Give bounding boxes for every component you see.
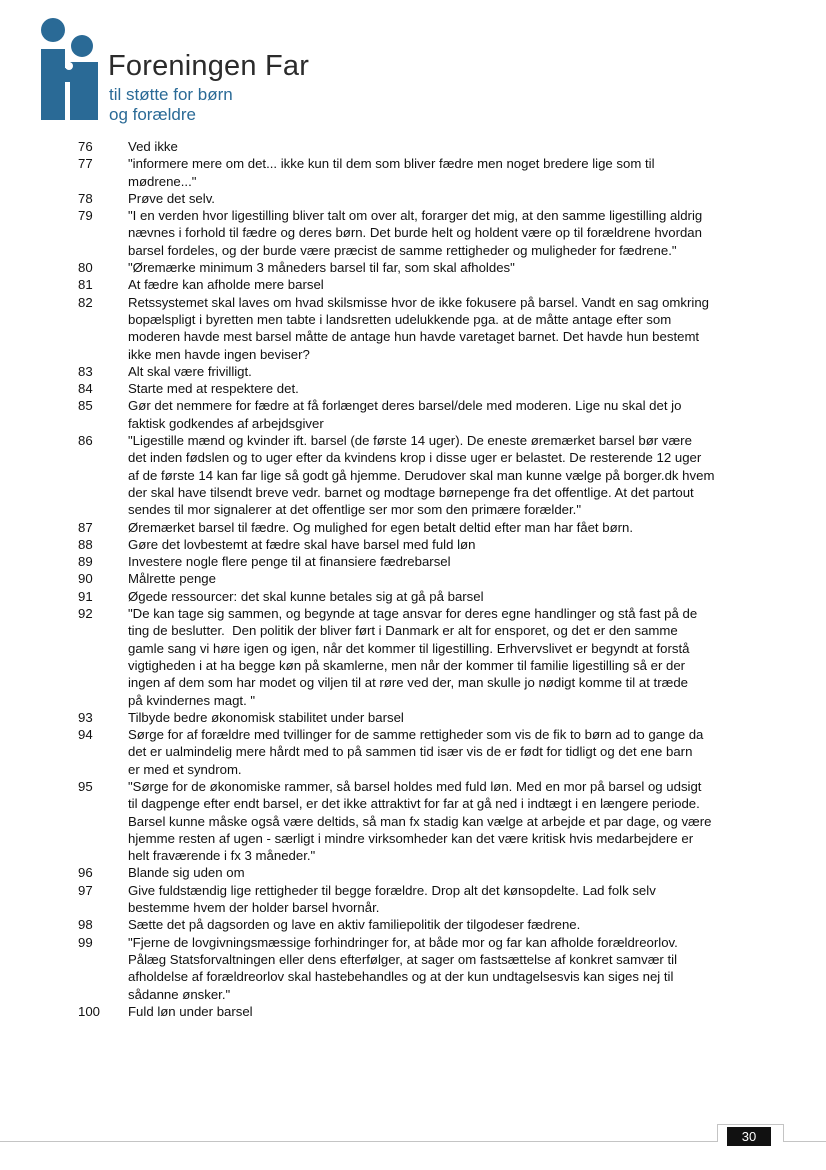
list-item <box>78 207 758 259</box>
list-item <box>78 432 758 518</box>
list-item <box>78 380 758 397</box>
item-number: 100 <box>78 1003 101 1019</box>
list-item <box>78 519 758 536</box>
item-text: "I en verden hvor ligestilling bliver talt om over alt, forarger det mig, at den samme ligestilling aldrig nævnes i forhold til fædre og deres børn. Det burde helt og holdent være op til forældrene hvordan barsel fordeles, og der burde være præcist de samme rettigheder og muligheder for fædrene." <box>128 208 703 258</box>
tagline-line-1: til støtte for børn <box>109 85 233 104</box>
list-item <box>78 294 758 363</box>
foreningen-far-logo-icon <box>38 16 102 120</box>
item-number: 84 <box>78 381 93 397</box>
item-text: Gør det nemmere for fædre at få forlænget deres barsel/dele med moderen. Lige nu skal det jo faktisk godkendes af arbejdsgiver <box>128 398 682 431</box>
item-number: 96 <box>78 865 93 881</box>
item-text: "Fjerne de lovgivningsmæssige forhindringer for, at både mor og far kan afholde forældreorlov. Pålæg Statsforvaltningen eller dens efterfølger, at sager om fastsættelse af konkret samvær til afholdelse af forældreorlov skal hastebehandles og at der kun undtagelsesvis kan siges nej til sådanne ønsker." <box>128 934 678 1002</box>
list-item <box>78 553 758 570</box>
item-text: Målrette penge <box>128 571 216 587</box>
item-number: 78 <box>78 190 93 206</box>
item-number: 79 <box>78 208 93 224</box>
item-text: Prøve det selv. <box>128 190 215 206</box>
organization-name: Foreningen Far <box>108 50 310 82</box>
item-text: Sørge for af forældre med tvillinger for de samme rettigheder som vis de fik to børn ad to gange da det er ualmindelig mere hårdt med to på sammen tid især vis de er født for tidligt og det ene barn er med et syndrom. <box>128 727 704 777</box>
item-number: 95 <box>78 778 93 794</box>
list-item <box>78 588 758 605</box>
list-item <box>78 155 758 190</box>
list-item <box>78 536 758 553</box>
item-number: 89 <box>78 554 93 570</box>
item-number: 91 <box>78 588 93 604</box>
list-item <box>78 916 758 933</box>
item-text: Fuld løn under barsel <box>128 1003 253 1019</box>
item-number: 86 <box>78 433 93 449</box>
item-number: 77 <box>78 156 93 172</box>
list-item <box>78 934 758 1003</box>
item-text: Starte med at respektere det. <box>128 381 299 397</box>
item-text: "Sørge for de økonomiske rammer, så barsel holdes med fuld løn. Med en mor på barsel og udsigt til dagpenge efter endt barsel, er det ikke attraktivt for far at gå ned i indtægt i en længere periode. Barsel kunne måske også være deltids, så man fx stadig kan vælge at arbejde et par dage, og være hjemme resten af ugen - særligt i mindre virksomheder kan det være kritisk hvis medarbejdere er helt fraværende i fx 3 måneder." <box>128 778 712 864</box>
response-list <box>78 138 758 1020</box>
list-item <box>78 882 758 917</box>
list-item <box>78 605 758 709</box>
page-number: 30 <box>727 1127 771 1146</box>
item-text: "Øremærke minimum 3 måneders barsel til far, som skal afholdes" <box>128 260 515 276</box>
item-number: 98 <box>78 917 93 933</box>
list-item <box>78 864 758 881</box>
list-item <box>78 363 758 380</box>
list-item <box>78 570 758 587</box>
list-item <box>78 1003 758 1020</box>
organization-logo <box>38 16 318 131</box>
item-text: "De kan tage sig sammen, og begynde at tage ansvar for deres egne handlinger og stå fast på de ting de beslutter. Den politik der bliver ført i Danmark er alt for ensporet, og det er den samme gamle sang vi høre igen og igen, når det kommer til ligestilling. Erhvervslivet er begyndt at forstå vigtigheden i at ha begge køn på skamlerne, men når der kommer til familie ligestilling så er der ingen af dem som har modet og viljen til at røre ved der, man skulle jo nødigt komme til at træde på kvindernes magt. " <box>128 606 698 708</box>
item-text: Gøre det lovbestemt at fædre skal have barsel med fuld løn <box>128 536 476 552</box>
footer-rule-right <box>783 1141 826 1142</box>
tagline-line-2: og forældre <box>109 105 196 124</box>
item-number: 97 <box>78 882 93 898</box>
list-item <box>78 397 758 432</box>
item-number: 99 <box>78 934 93 950</box>
list-item <box>78 259 758 276</box>
item-number: 85 <box>78 398 93 414</box>
item-number: 92 <box>78 606 93 622</box>
item-number: 90 <box>78 571 93 587</box>
list-item <box>78 726 758 778</box>
item-number: 88 <box>78 536 93 552</box>
item-number: 82 <box>78 294 93 310</box>
item-text: Øremærket barsel til fædre. Og mulighed for egen betalt deltid efter man har fået børn. <box>128 519 634 535</box>
item-text: Retssystemet skal laves om hvad skilsmisse hvor de ikke fokusere på barsel. Vandt en sag omkring bopælspligt i byretten men tabte i landsretten udelukkende pga. at de måtte antage efter som moderen havde mest barsel måtte de antage hun havde varetaget barnet. Det havde hun bestemt ikke men havde ingen beviser? <box>128 294 709 362</box>
organization-tagline <box>109 85 233 125</box>
item-number: 83 <box>78 363 93 379</box>
list-item <box>78 709 758 726</box>
item-number: 80 <box>78 260 93 276</box>
item-text: Alt skal være frivilligt. <box>128 363 252 379</box>
item-number: 93 <box>78 709 93 725</box>
list-item <box>78 138 758 155</box>
item-text: "Ligestille mænd og kvinder ift. barsel (de første 14 uger). De eneste øremærket barsel bør være det inden fødslen og to uger efter da kvindens krop i disse uger er belastet. De resterende 12 uger af de første 14 kan far lige så godt gå hjemme. Derudover skal man kunne vælge på borger.dk hvem der skal have tilsendt breve vedr. barnet og modtage børnepenge fra det offentlige. At det partout sendes til mor signalerer at det offentlige ser mor som den primære forælder." <box>128 433 715 518</box>
item-text: Sætte det på dagsorden og lave en aktiv familiepolitik der tilgodeser fædrene. <box>128 917 581 933</box>
list-item <box>78 276 758 293</box>
item-text: At fædre kan afholde mere barsel <box>128 277 324 293</box>
item-text: Blande sig uden om <box>128 865 245 881</box>
item-number: 76 <box>78 139 93 154</box>
item-text: Ved ikke <box>128 139 178 154</box>
item-text: Investere nogle flere penge til at finansiere fædrebarsel <box>128 554 451 570</box>
list-item <box>78 778 758 864</box>
item-text: Øgede ressourcer: det skal kunne betales sig at gå på barsel <box>128 588 484 604</box>
item-text: "informere mere om det... ikke kun til dem som bliver fædre men noget bredere lige som til mødrene..." <box>128 156 655 189</box>
item-number: 94 <box>78 727 93 743</box>
item-text: Tilbyde bedre økonomisk stabilitet under barsel <box>128 709 404 725</box>
list-item <box>78 190 758 207</box>
item-number: 87 <box>78 519 93 535</box>
item-number: 81 <box>78 277 93 293</box>
footer-rule-left <box>0 1141 718 1142</box>
item-text: Give fuldstændig lige rettigheder til begge forældre. Drop alt det kønsopdelte. Lad folk selv bestemme hvem der holder barsel hvornår. <box>128 882 656 916</box>
